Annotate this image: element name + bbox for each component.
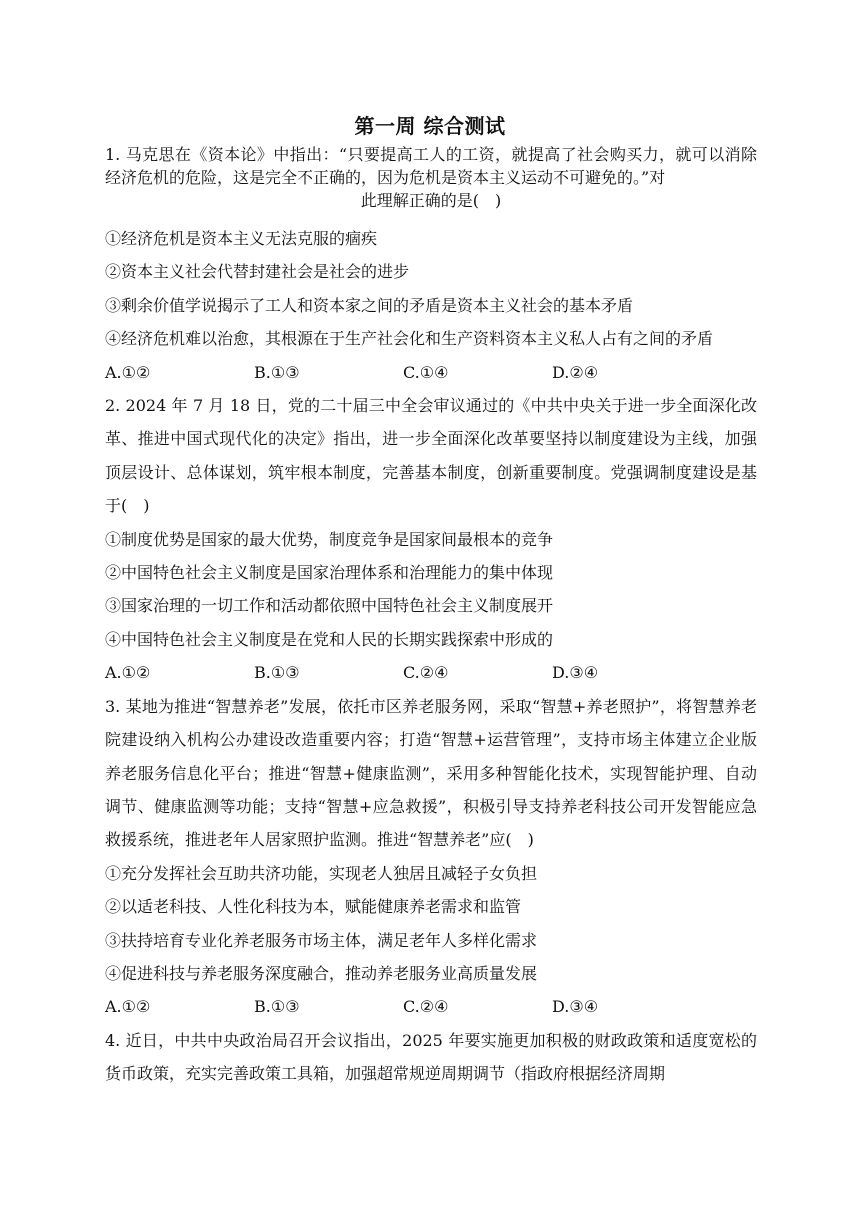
question-2-item-1: ①制度优势是国家的最大优势，制度竞争是国家间最根本的竞争 <box>105 529 554 549</box>
question-1 <box>105 143 757 389</box>
question-2-option-b[interactable]: B.①③ <box>254 663 300 683</box>
question-3-option-c[interactable]: C.②④ <box>403 997 449 1017</box>
question-4 <box>105 1024 757 1091</box>
question-1-option-b[interactable]: B.①③ <box>254 362 300 382</box>
question-2-option-d[interactable]: D.③④ <box>552 663 599 683</box>
question-3-option-b[interactable]: B.①③ <box>254 997 300 1017</box>
question-2-options <box>105 656 757 689</box>
question-2-item-2: ②中国特色社会主义制度是国家治理体系和治理能力的集中体现 <box>105 563 554 583</box>
question-2-item-3: ③国家治理的一切工作和活动都依照中国特色社会主义制度展开 <box>105 596 554 616</box>
question-1-option-d[interactable]: D.②④ <box>552 362 599 382</box>
question-3-options <box>105 990 757 1023</box>
question-1-option-c[interactable]: C.①④ <box>403 362 449 382</box>
question-1-item-3: ③剩余价值学说揭示了工人和资本家之间的矛盾是资本主义社会的基本矛盾 <box>105 295 634 315</box>
question-3-item-2: ②以适老科技、人性化科技为本，赋能健康养老需求和监管 <box>105 897 522 917</box>
question-3-stem: 3. 某地为推进“智慧养老”发展，依托市区养老服务网，采取“智慧+养老照护”，将智慧养老院建设纳入机构公办建设改造重要内容；打造“智慧+运营管理”，支持市场主体建立企业版养老服务信息化平台；推进“智慧+健康监测”，采用多种智能化技术，实现智能护理、自动调节、健康监测等功能；支持“智慧+应急救援”，积极引导支持养老科技公司开发智能应急救援系统，推进老年人居家照护监测。推进“智慧养老”应( ) <box>105 696 757 850</box>
question-1-item-1: ①经济危机是资本主义无法克服的痼疾 <box>105 229 378 248</box>
question-2-stem: 2. 2024 年 7 月 18 日，党的二十届三中全会审议通过的《中共中央关于进一步全面深化改革、推进中国式现代化的决定》指出，进一步全面深化改革要坚持以制度建设为主线，加强顶层设计、总体谋划，筑牢根本制度，完善基本制度，创新重要制度。党强调制度建设是基于( ) <box>105 396 757 516</box>
question-2-option-a[interactable]: A.①② <box>105 663 151 683</box>
question-1-stem-text: 1. 马克思在《资本论》中指出：“只要提高工人的工资，就提高了社会购买力，就可以消除经济危机的危险，这是完全不正确的，因为危机是资本主义运动不可避免的。”对 <box>105 145 757 187</box>
question-2-item-4: ④中国特色社会主义制度是在党和人民的长期实践探索中形成的 <box>105 629 554 649</box>
question-1-item-2: ②资本主义社会代替封建社会是社会的进步 <box>105 262 410 282</box>
question-3-option-d[interactable]: D.③④ <box>552 997 599 1017</box>
question-1-option-a[interactable]: A.①② <box>105 362 151 382</box>
question-3-item-4: ④促进科技与养老服务深度融合，推动养老服务业高质量发展 <box>105 963 538 983</box>
question-4-stem: 4. 近日，中共中央政治局召开会议指出，2025 年要实施更加积极的财政政策和适度宽松的货币政策，充实完善政策工具箱，加强超常规逆周期调节（指政府根据经济周期 <box>105 1030 757 1084</box>
page-title: 第一周 综合测试 <box>354 114 506 138</box>
question-2-option-c[interactable]: C.②④ <box>403 663 449 683</box>
question-1-stem-end: 此理解正确的是( ) <box>360 191 502 210</box>
question-3-item-1: ①充分发挥社会互助共济功能，实现老人独居且减轻子女负担 <box>105 863 538 883</box>
question-3-item-3: ③扶持培育专业化养老服务市场主体，满足老年人多样化需求 <box>105 930 538 950</box>
question-1-stem <box>105 143 757 212</box>
question-3 <box>105 690 757 1024</box>
question-list <box>105 143 757 1091</box>
question-1-options <box>105 356 757 389</box>
question-2 <box>105 389 757 690</box>
question-1-item-4: ④经济危机难以治愈，其根源在于生产社会化和生产资料资本主义私人占有之间的矛盾 <box>105 329 714 349</box>
question-3-option-a[interactable]: A.①② <box>105 997 151 1017</box>
